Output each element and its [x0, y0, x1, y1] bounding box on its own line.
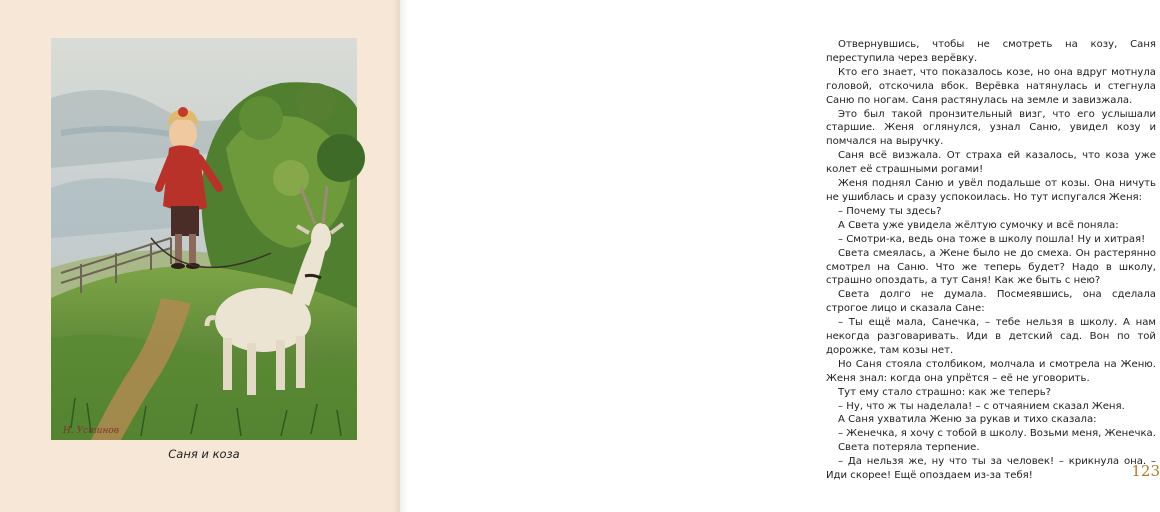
- paragraph: Это был такой пронзительный визг, что его услышали старшие. Женя оглянулся, узнал Саню, увидел козу и помчался на выручку.: [826, 108, 1156, 148]
- left-page: [0, 0, 400, 512]
- right-page: [400, 0, 1160, 512]
- paragraph: – Смотри-ка, ведь она тоже в школу пошла! Ну и хитрая!: [838, 233, 1146, 245]
- paragraph: – Ты ещё мала, Санечка, – тебе нельзя в школу. А нам некогда разговаривать. Иди в детский сад. Вон по той дорожке, там козы нет.: [826, 317, 1156, 356]
- page-number: 123: [1131, 462, 1160, 480]
- paragraph: Света долго не думала. Посмеявшись, она сделала строгое лицо и сказала Сане:: [826, 289, 1156, 315]
- paragraph: Света смеялась, а Жене было не до смеха. Он растерянно смотрел на Саню. Что же теперь будет? Надо в школу, страшно опоздать, а тут Саня! Как же быть с нею?: [826, 247, 1156, 287]
- paragraph: – Почему ты здесь?: [838, 205, 942, 217]
- paragraph: А Света уже увидела жёлтую сумочку и всё поняла:: [838, 219, 1119, 231]
- paragraph: Саня всё визжала. От страха ей казалось, что коза уже колет её страшными рогами!: [826, 150, 1156, 176]
- paragraph: Тут ему стало страшно: как же теперь?: [838, 386, 1052, 398]
- paragraph: Света потеряла терпение.: [838, 442, 980, 454]
- paragraph: – Женечка, я хочу с тобой в школу. Возьми меня, Женечка.: [838, 428, 1156, 440]
- paragraph: Отвернувшись, чтобы не смотреть на козу, Саня переступила через верёвку.: [826, 39, 1156, 64]
- paragraph: Кто его знает, что показалось козе, но она вдруг мотнула головой, отскочила вбок. Верёвка натянулась и стегнула Саню по ногам. Саня растянулась на земле и завизжала.: [826, 66, 1156, 106]
- story-text: [826, 38, 1156, 483]
- paragraph: Женя поднял Саню и увёл подальше от козы. Она ничуть не ушиблась и сразу успокоилась. Но тут испугался Женя:: [826, 178, 1156, 203]
- paragraph: Но Саня стояла столбиком, молчала и смотрела на Женю. Женя знал: когда она упрётся – её не уговорить.: [826, 358, 1156, 384]
- illustration-caption: Саня и коза: [168, 447, 240, 461]
- paragraph: – Да нельзя же, ну что ты за человек! – крикнула она. – Иди скорее! Ещё опоздаем из-за тебя!: [826, 456, 1156, 482]
- illustration-girl-and-goat: [51, 38, 357, 440]
- paragraph: А Саня ухватила Женю за рукав и тихо сказала:: [838, 414, 1097, 426]
- paragraph: – Ну, что ж ты наделала! – с отчаянием сказал Женя.: [838, 400, 1125, 412]
- illustration-signature: Н. Устинов: [63, 426, 120, 436]
